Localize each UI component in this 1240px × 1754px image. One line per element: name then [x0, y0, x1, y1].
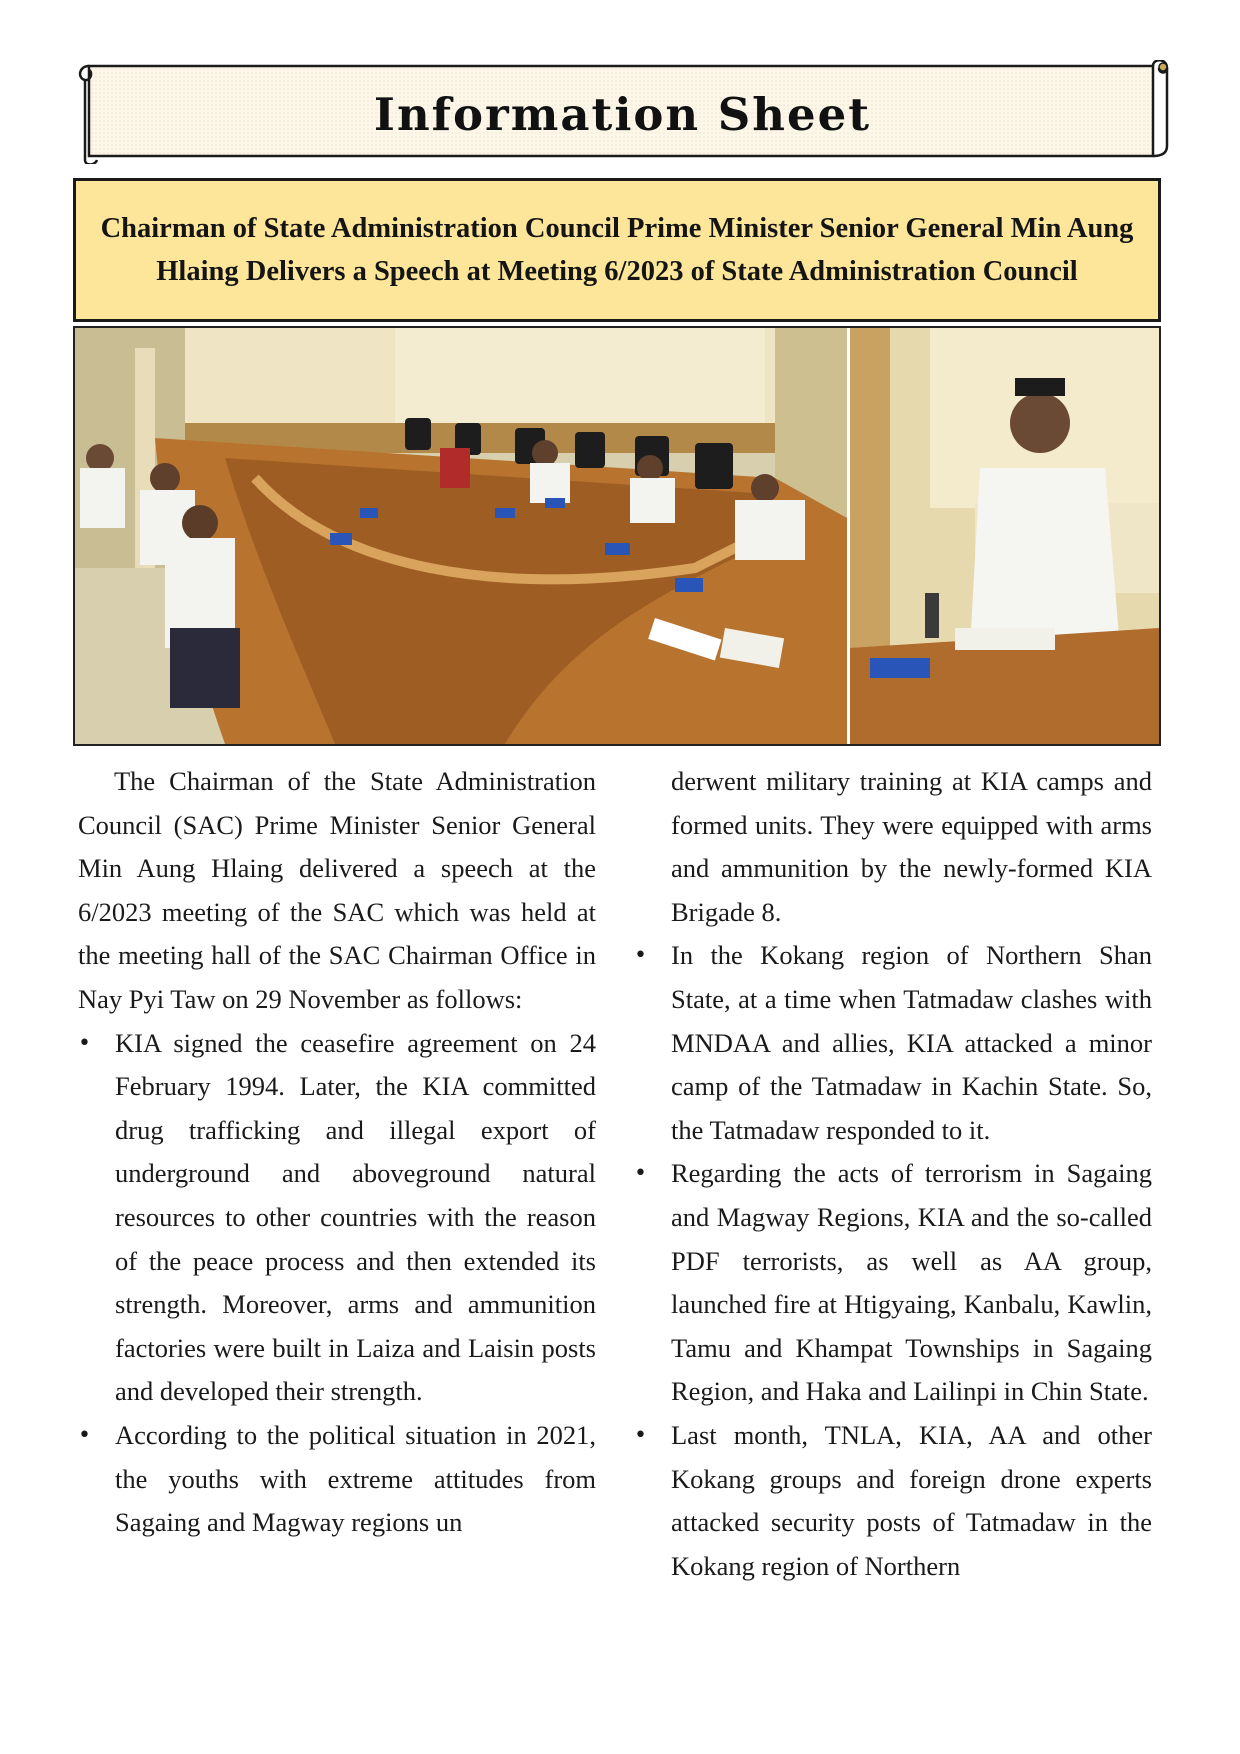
page-title: Information Sheet	[373, 88, 872, 141]
article-intro: The Chairman of the State Administration Council (SAC) Prime Minister Senior General Min Aung Hlaing delivered a speech at the 6/2023 meeting of the SAC which was held at the meeting hall of the SAC Chairman Office in Nay Pyi Taw on 29 November as follows:	[78, 766, 596, 1014]
bullet-item-5: • Last month, TNLA, KIA, AA and other Kokang groups and foreign drone experts attacked security posts of Tatmadaw in the Kokang region of Northern	[634, 1414, 1152, 1588]
headline-box	[73, 178, 1161, 322]
title-banner	[75, 60, 1170, 164]
meeting-photo	[73, 326, 1161, 746]
bullet-item-2: • According to the political situation in 2021, the youths with extreme attitudes from Sagaing and Magway regions un	[78, 1414, 596, 1545]
bullet-item-1: • KIA signed the ceasefire agreement on 24 February 1994. Later, the KIA committed drug trafficking and illegal export of underground and aboveground natural resources to other countries with the reason of the peace process and then extended its strength. Moreover, arms and ammunition factories were built in Laiza and Laisin posts and developed their strength.	[78, 1022, 596, 1414]
article-right-column	[634, 760, 1152, 1588]
bullet-item-3: • In the Kokang region of Northern Shan State, at a time when Tatmadaw clashes with MNDAA and allies, KIA attacked a minor camp of the Tatmadaw in Kachin State. So, the Tatmadaw responded to it.	[634, 934, 1152, 1152]
bullet-item-4: • Regarding the acts of terrorism in Sagaing and Magway Regions, KIA and the so-called PDF terrorists, as well as AA group, launched fire at Htigyaing, Kanbalu, Kawlin, Tamu and Khampat Townships in Sagaing Region, and Haka and Lailinpi in Chin State.	[634, 1152, 1152, 1414]
article-left-column	[78, 760, 596, 1545]
headline-text: Chairman of State Administration Council Prime Minister Senior General Min Aung Hlaing Delivers a Speech at Meeting 6/2023 of State Administration Council	[100, 213, 1134, 287]
meeting-photo-icon	[75, 328, 1159, 744]
bullet-item-2-continued: derwent military training at KIA camps and formed units. They were equipped with arms and ammunition by the newly-formed KIA Brigade 8.	[671, 766, 1152, 927]
